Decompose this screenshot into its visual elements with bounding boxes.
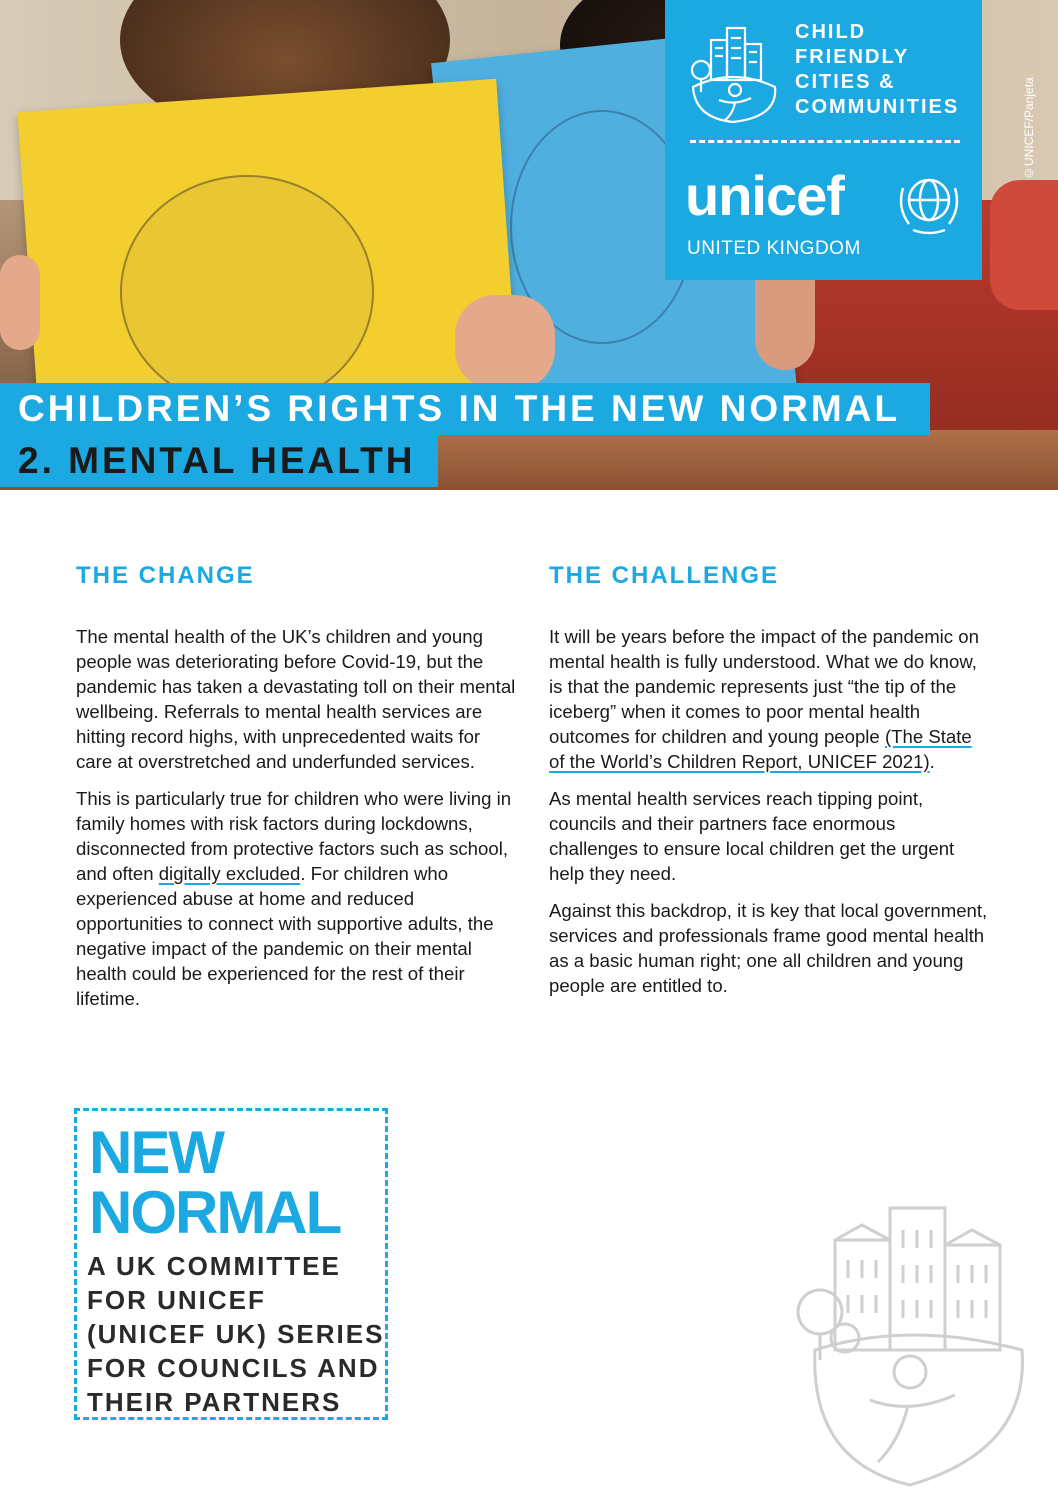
series-line: FOR COUNCILS AND <box>87 1353 380 1383</box>
text-span: . <box>929 751 935 772</box>
new-normal-title-line: NORMAL <box>89 1179 341 1246</box>
dashed-divider <box>690 140 960 143</box>
new-normal-title <box>89 1119 341 1246</box>
unicef-subtitle: UNITED KINGDOM <box>687 238 861 259</box>
new-normal-title-line: NEW <box>89 1119 223 1186</box>
photo-credit: ©UNICEF/Panjeta <box>1022 77 1036 180</box>
paragraph <box>76 786 516 1011</box>
section-the-change <box>76 562 516 1023</box>
paragraph <box>549 624 989 774</box>
logo-panel <box>665 0 982 280</box>
city-logo-icon <box>683 22 783 127</box>
cfc-line: COMMUNITIES <box>795 96 960 118</box>
series-line: THEIR PARTNERS <box>87 1387 342 1417</box>
digitally-excluded-link[interactable]: digitally excluded <box>158 863 301 884</box>
cfc-line: CITIES & <box>795 71 896 93</box>
section-the-challenge <box>549 562 989 1010</box>
cfc-title <box>795 20 975 120</box>
section-heading: THE CHANGE <box>76 562 255 589</box>
paragraph: Against this backdrop, it is key that local government, services and professionals frame good mental health as a basic human right; one all children and young people are entitled to. <box>549 900 988 996</box>
series-line: A UK COMMITTEE <box>87 1251 341 1281</box>
sowc-report-link[interactable]: (The State of the World’s Children Report, UNICEF 2021) <box>549 726 972 772</box>
text-span: It will be years before the impact of the pandemic on mental health is fully understood. What we do know, is that the pandemic represents just “the tip of the iceberg” when it comes to poor mental health outcomes for children and young people <box>549 626 979 747</box>
city-illustration-icon <box>790 1200 1030 1490</box>
unicef-emblem-icon <box>895 168 963 236</box>
cfc-line: CHILD <box>795 21 867 43</box>
cfc-line: FRIENDLY <box>795 46 910 68</box>
section-heading: THE CHALLENGE <box>549 562 779 589</box>
series-line: (UNICEF UK) SERIES <box>87 1319 385 1349</box>
paragraph: As mental health services reach tipping point, councils and their partners face enormous challenges to ensure local children get the urgent help they need. <box>549 788 955 884</box>
page-title: CHILDREN’S RIGHTS IN THE NEW NORMAL <box>18 388 900 429</box>
series-line: FOR UNICEF <box>87 1285 266 1315</box>
text-span: . For children who experienced abuse at home and reduced opportunities to connect with supportive adults, the negative impact of the pandemic on their mental health could be experienced for the rest of their lifetime. <box>76 863 494 1009</box>
paragraph: The mental health of the UK’s children and young people was deteriorating before Covid-19, but the pandemic has taken a devastating toll on their mental wellbeing. Referrals to mental health services are hitting record highs, with unprecedented waits for care at overstretched and underfunded services. <box>76 626 516 772</box>
new-normal-box <box>74 1108 388 1420</box>
unicef-wordmark: unicef <box>685 164 844 227</box>
page-subtitle: 2. MENTAL HEALTH <box>18 440 416 481</box>
series-description <box>87 1249 384 1419</box>
text-span: This is particularly true for children who were living in family homes with risk factors during lockdowns, disconnected from protective factors such as school, and often <box>76 788 512 884</box>
